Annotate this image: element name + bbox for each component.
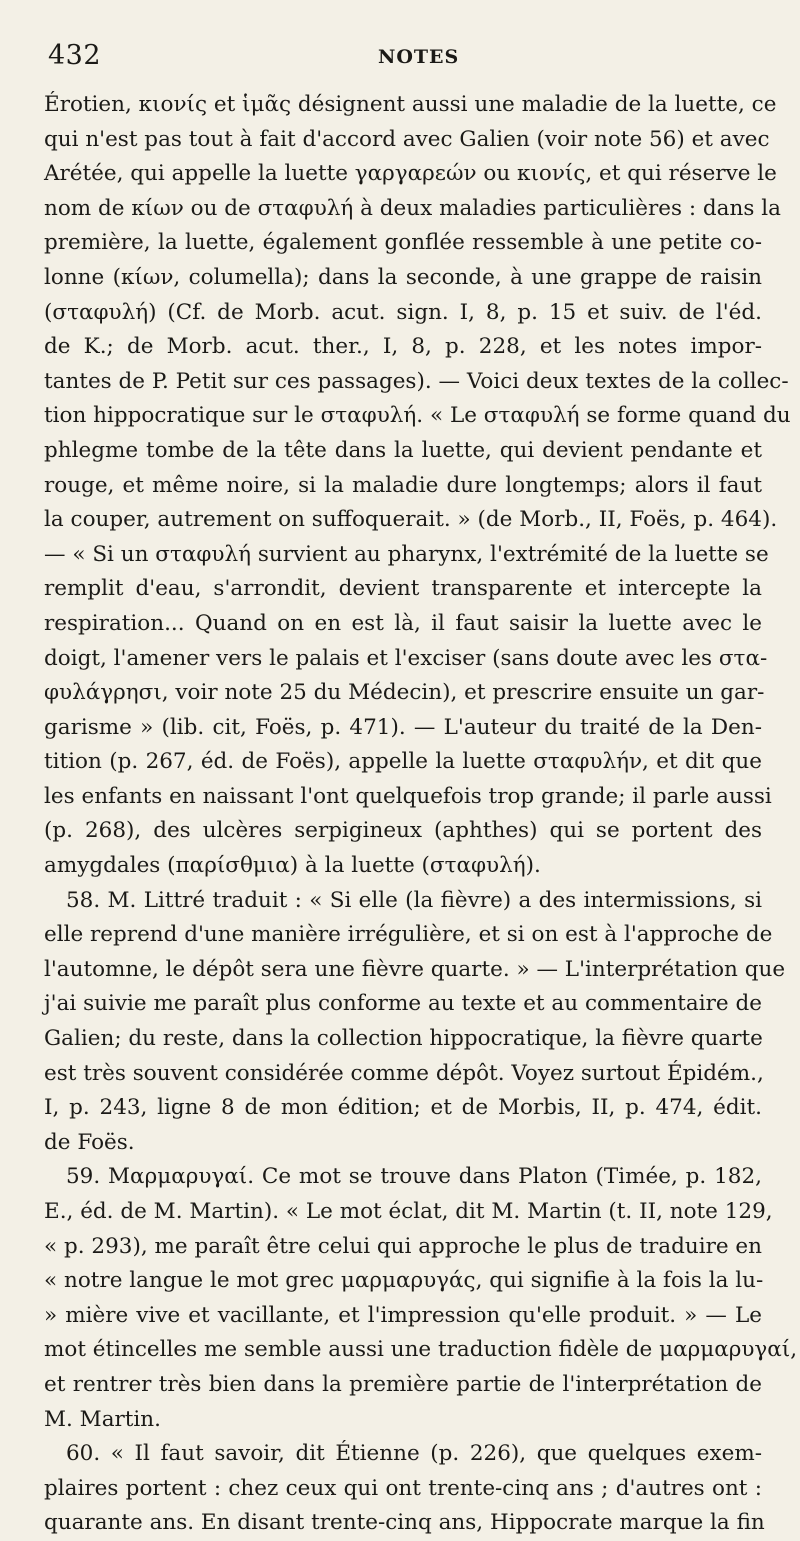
section-title: NOTES xyxy=(378,46,460,68)
text-line: « p. 293), me paraît être celui qui approche le plus de traduire en xyxy=(44,1233,762,1259)
text-line: φυλάγρησι, voir note 25 du Médecin), et prescrire ensuite un gar- xyxy=(44,680,765,706)
running-head xyxy=(48,40,754,80)
text-line: de K.; de Morb. acut. ther., I, 8, p. 228, et les notes impor- xyxy=(44,334,762,360)
text-line: et rentrer très bien dans la première partie de l'interprétation de xyxy=(44,1371,762,1397)
text-line: amygdales (παρίσθμια) à la luette (σταφυλή). xyxy=(44,853,541,879)
text-line: lonne (κίων, columella); dans la seconde, à une grappe de raisin xyxy=(44,264,762,290)
text-line: plaires portent : chez ceux qui ont trente-cinq ans ; d'autres ont : xyxy=(44,1475,762,1501)
text-line: M. Martin. xyxy=(44,1406,161,1432)
text-line: quarante ans. En disant trente-cinq ans, Hippocrate marque la fin xyxy=(44,1510,765,1536)
text-line: la couper, autrement on suffoquerait. » (de Morb., II, Foës, p. 464). xyxy=(44,507,778,533)
text-line: 58. M. Littré traduit : « Si elle (la fièvre) a des intermissions, si xyxy=(66,887,762,913)
text-line: les enfants en naissant l'ont quelquefois trop grande; il parle aussi xyxy=(44,783,772,809)
text-line: 60. « Il faut savoir, dit Étienne (p. 226), que quelques exem- xyxy=(66,1441,762,1467)
text-line: Arétée, qui appelle la luette γαργαρεών ou κιονίς, et qui réserve le xyxy=(44,161,777,187)
text-line: Érotien, κιονίς et ἱμᾶς désignent aussi une maladie de la luette, ce xyxy=(44,92,777,117)
text-line: 59. Μαρμαρυγαί. Ce mot se trouve dans Platon (Timée, p. 182, xyxy=(66,1164,762,1190)
text-line: elle reprend d'une manière irrégulière, et si on est à l'approche de xyxy=(44,922,773,948)
text-line: doigt, l'amener vers le palais et l'exciser (sans doute avec les στα- xyxy=(44,645,768,671)
text-line: de Foës. xyxy=(44,1129,135,1155)
page-number: 432 xyxy=(48,40,102,71)
text-line: qui n'est pas tout à fait d'accord avec Galien (voir note 56) et avec xyxy=(44,126,770,152)
text-line: (σταφυλή) (Cf. de Morb. acut. sign. I, 8, p. 15 et suiv. de l'éd. xyxy=(44,299,762,325)
text-line: l'automne, le dépôt sera une fièvre quarte. » — L'interprétation que xyxy=(44,956,786,982)
text-line: tion hippocratique sur le σταφυλή. « Le σταφυλή se forme quand du xyxy=(44,403,791,429)
text-line: tition (p. 267, éd. de Foës), appelle la luette σταφυλήν, et dit que xyxy=(44,749,762,775)
text-line: nom de κίων ou de σταφυλή à deux maladies particulières : dans la xyxy=(44,195,781,221)
text-line: phlegme tombe de la tête dans la luette, qui devient pendante et xyxy=(44,437,762,463)
text-line: E., éd. de M. Martin). « Le mot éclat, dit M. Martin (t. II, note 129, xyxy=(44,1199,773,1224)
text-line: respiration... Quand on en est là, il faut saisir la luette avec le xyxy=(44,610,762,636)
text-line: première, la luette, également gonflée ressemble à une petite co- xyxy=(44,230,762,256)
notes-text-block xyxy=(44,88,798,1541)
text-line: j'ai suivie me paraît plus conforme au texte et au commentaire de xyxy=(44,991,762,1017)
text-line: mot étincelles me semble aussi une traduction fidèle de μαρμαρυγαί, xyxy=(44,1337,798,1363)
text-line: Galien; du reste, dans la collection hippocratique, la fièvre quarte xyxy=(44,1026,763,1052)
text-line: I, p. 243, ligne 8 de mon édition; et de Morbis, II, p. 474, édit. xyxy=(44,1095,762,1121)
text-line: garisme » (lib. cit, Foës, p. 471). — L'auteur du traité de la Den- xyxy=(44,714,762,740)
text-line: est très souvent considérée comme dépôt. Voyez surtout Épidém., xyxy=(44,1060,764,1086)
text-line: » mière vive et vacillante, et l'impression qu'elle produit. » — Le xyxy=(44,1302,762,1328)
text-line: rouge, et même noire, si la maladie dure longtemps; alors il faut xyxy=(44,472,762,498)
text-line: « notre langue le mot grec μαρμαρυγάς, qui signifie à la fois la lu- xyxy=(44,1268,764,1294)
text-line: remplit d'eau, s'arrondit, devient transparente et intercepte la xyxy=(44,576,762,602)
text-line: (p. 268), des ulcères serpigineux (aphthes) qui se portent des xyxy=(44,818,762,844)
text-line: tantes de P. Petit sur ces passages). — Voici deux textes de la collec- xyxy=(44,368,789,394)
text-line: — « Si un σταφυλή survient au pharynx, l'extrémité de la luette se xyxy=(44,541,769,567)
